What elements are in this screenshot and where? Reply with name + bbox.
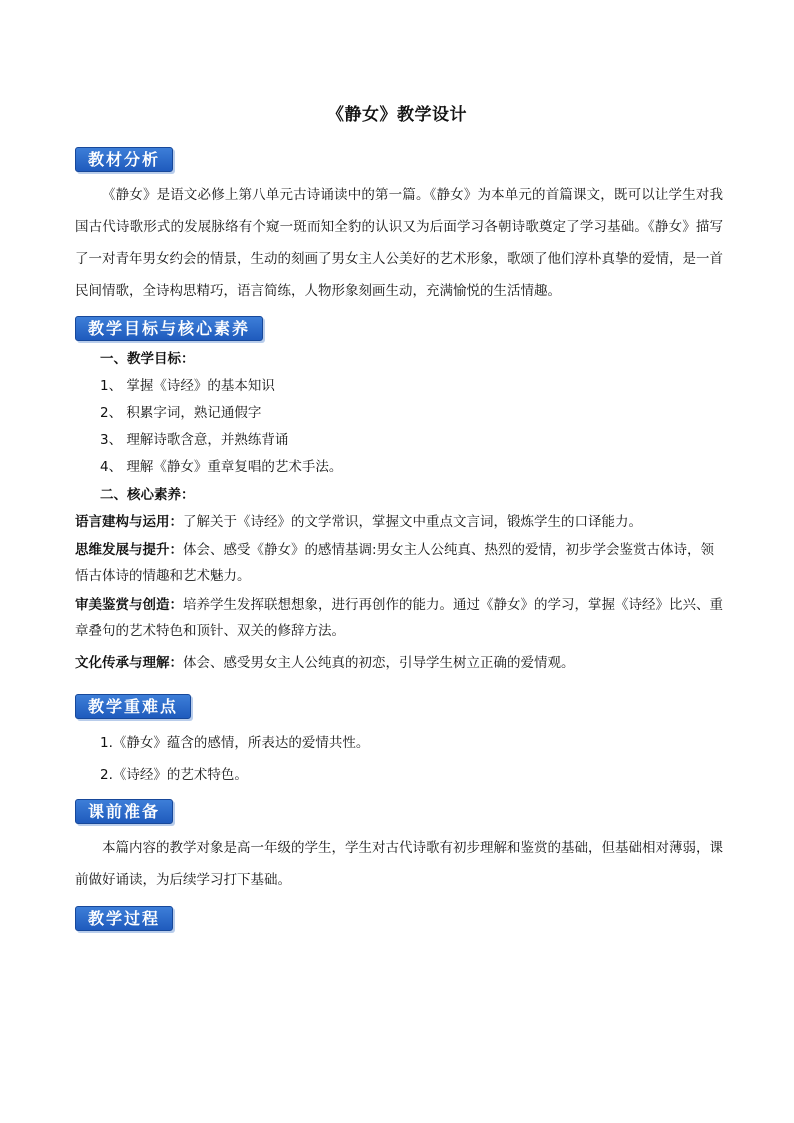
keypoint-item: 1.《静女》蕴含的感情，所表达的爱情共性。 bbox=[100, 735, 370, 751]
section-heading-process: 教学过程 bbox=[75, 906, 173, 931]
goal-item: 1、 掌握《诗经》的基本知识 bbox=[100, 378, 275, 394]
literacy-text: 培养学生发挥联想想象，进行再创作的能力。通过《静女》的学习，掌握《诗经》比兴、重章叠句的艺术特色和顶针、双关的修辞方法。 bbox=[75, 597, 723, 639]
section-heading-goals: 教学目标与核心素养 bbox=[75, 316, 263, 341]
prep-paragraph: 本篇内容的教学对象是高一年级的学生，学生对古代诗歌有初步理解和鉴赏的基础，但基础相对薄弱，课前做好诵读，为后续学习打下基础。 bbox=[75, 840, 723, 888]
keypoint-item: 2.《诗经》的艺术特色。 bbox=[100, 767, 248, 783]
goal-item: 2、 积累字词，熟记通假字 bbox=[100, 405, 262, 421]
section-heading-analysis: 教材分析 bbox=[75, 147, 173, 172]
literacy-item bbox=[75, 592, 725, 644]
literacy-item bbox=[75, 537, 725, 589]
literacy-label: 文化传承与理解： bbox=[75, 655, 183, 671]
literacy-item bbox=[75, 652, 725, 674]
literacy-text: 了解关于《诗经》的文学常识，掌握文中重点文言词，锻炼学生的口译能力。 bbox=[183, 514, 642, 530]
literacy-label: 语言建构与运用： bbox=[75, 514, 183, 530]
literacy-item bbox=[75, 511, 725, 533]
literacy-text: 体会、感受男女主人公纯真的初恋，引导学生树立正确的爱情观。 bbox=[183, 655, 575, 671]
literacy-label: 审美鉴赏与创造： bbox=[75, 597, 183, 613]
literacy-label: 思维发展与提升： bbox=[75, 542, 183, 558]
section-heading-keypoints: 教学重难点 bbox=[75, 694, 191, 719]
goals-subheading-objectives: 一、教学目标： bbox=[100, 351, 195, 367]
section-heading-prep: 课前准备 bbox=[75, 799, 173, 824]
document-title: 《静女》教学设计 bbox=[327, 105, 467, 125]
goals-subheading-literacy: 二、核心素养： bbox=[100, 487, 195, 503]
goal-item: 4、 理解《静女》重章复唱的艺术手法。 bbox=[100, 459, 343, 475]
analysis-paragraph: 《静女》是语文必修上第八单元古诗诵读中的第一篇。《静女》为本单元的首篇课文，既可以让学生对我国古代诗歌形式的发展脉络有个窥一斑而知全豹的认识又为后面学习各朝诗歌奠定了学习基础。《静女》描写了一对青年男女约会的情景，生动的刻画了男女主人公美好的艺术形象，歌颂了他们淳朴真挚的爱情，是一首民间情歌，全诗构思精巧，语言简练，人物形象刻画生动，充满愉悦的生活情趣。 bbox=[75, 187, 723, 299]
literacy-text: 体会、感受《静女》的感情基调:男女主人公纯真、热烈的爱情，初步学会鉴赏古体诗，领悟古体诗的情趣和艺术魅力。 bbox=[75, 542, 715, 584]
goal-item: 3、 理解诗歌含意，并熟练背诵 bbox=[100, 432, 289, 448]
